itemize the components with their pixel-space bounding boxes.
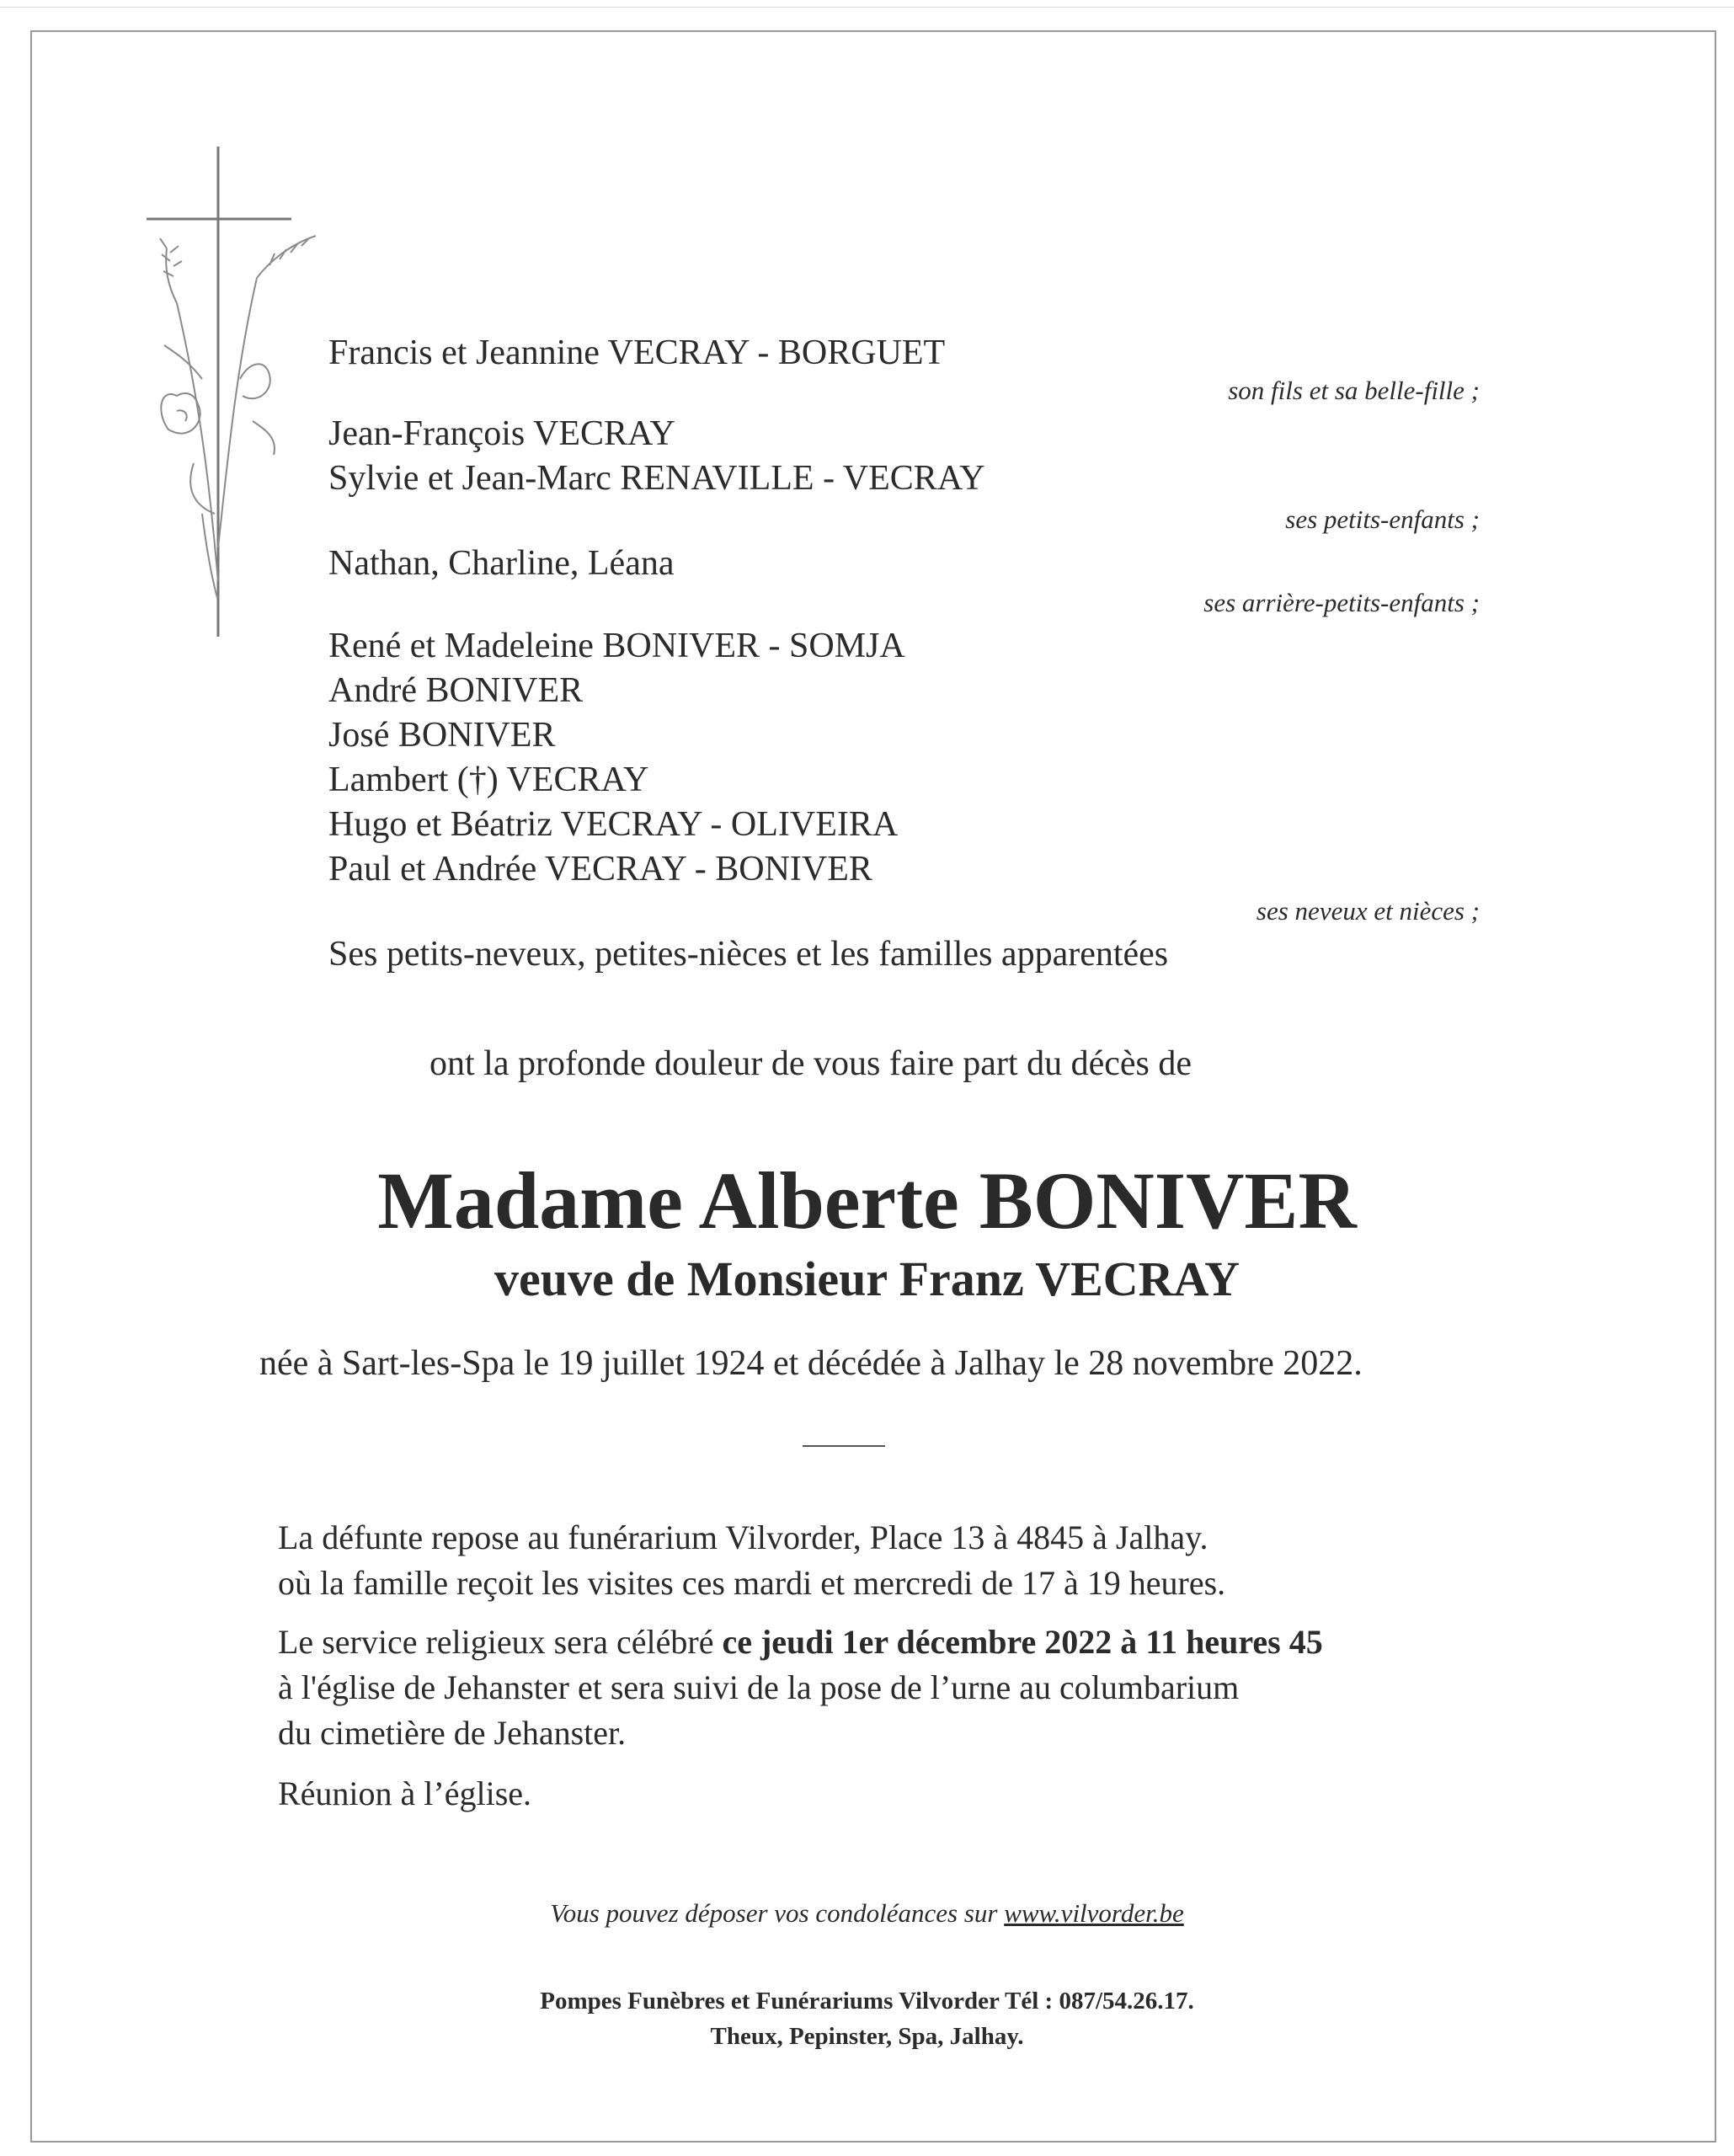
cross-with-wheat-icon: [143, 143, 328, 648]
family-line: René et Madeleine BONIVER - SOMJA: [328, 627, 905, 665]
family-line: Paul et Andrée VECRAY - BONIVER: [328, 850, 872, 889]
service-date: ce jeudi 1er décembre 2022 à 11 heures 45: [722, 1623, 1323, 1661]
detail-line: du cimetière de Jehanster.: [278, 1714, 627, 1752]
scan-edge-line: [0, 7, 1734, 8]
website-link[interactable]: www.vilvorder.be: [1004, 1898, 1184, 1928]
role-label: son fils et sa belle-fille ;: [1228, 376, 1480, 405]
extended-family-line: Ses petits-neveux, petites-nièces et les familles apparentées: [328, 935, 1169, 974]
family-line: Nathan, Charline, Léana: [328, 544, 675, 583]
family-line: José BONIVER: [328, 716, 556, 755]
announcement-text: ont la profonde douleur de vous faire part du décès de: [429, 1044, 1192, 1083]
condolences-text: Vous pouvez déposer vos condoléances sur: [550, 1898, 1005, 1928]
family-line: Sylvie et Jean-Marc RENAVILLE - VECRAY: [328, 459, 985, 498]
role-label: ses arrière-petits-enfants ;: [1203, 588, 1480, 617]
family-line: André BONIVER: [328, 671, 584, 710]
family-line: Hugo et Béatriz VECRAY - OLIVEIRA: [328, 805, 899, 844]
service-line: [278, 1625, 1323, 1659]
separator-line: [803, 1445, 885, 1447]
detail-line: La défunte repose au funérarium Vilvorder, Place 13 à 4845 à Jalhay.: [278, 1518, 1208, 1556]
widow-of-line: veuve de Monsieur Franz VECRAY: [494, 1251, 1240, 1306]
role-label: ses petits-enfants ;: [1285, 504, 1480, 534]
deceased-name: Madame Alberte BONIVER: [377, 1155, 1357, 1246]
detail-line: où la famille reçoit les visites ces mardi et mercredi de 17 à 19 heures.: [278, 1564, 1226, 1602]
birth-death-dates: née à Sart-les-Spa le 19 juillet 1924 et décédée à Jalhay le 28 novembre 2022.: [259, 1344, 1363, 1383]
family-line: Jean-François VECRAY: [328, 414, 675, 453]
family-line: Francis et Jeannine VECRAY - BORGUET: [328, 334, 946, 372]
condolences-line: [0, 1900, 1734, 1926]
detail-line: à l'église de Jehanster et sera suivi de la pose de l’urne au columbarium: [278, 1668, 1240, 1706]
footer-line: Pompes Funèbres et Funérariums Vilvorder Tél : 087/54.26.17.: [540, 1988, 1194, 2015]
footer-line: Theux, Pepinster, Spa, Jalhay.: [710, 2023, 1024, 2050]
family-line: Lambert (†) VECRAY: [328, 760, 649, 799]
service-prefix: Le service religieux sera célébré: [278, 1623, 723, 1661]
detail-line: Réunion à l’église.: [278, 1774, 532, 1812]
role-label: ses neveux et nièces ;: [1256, 896, 1480, 926]
